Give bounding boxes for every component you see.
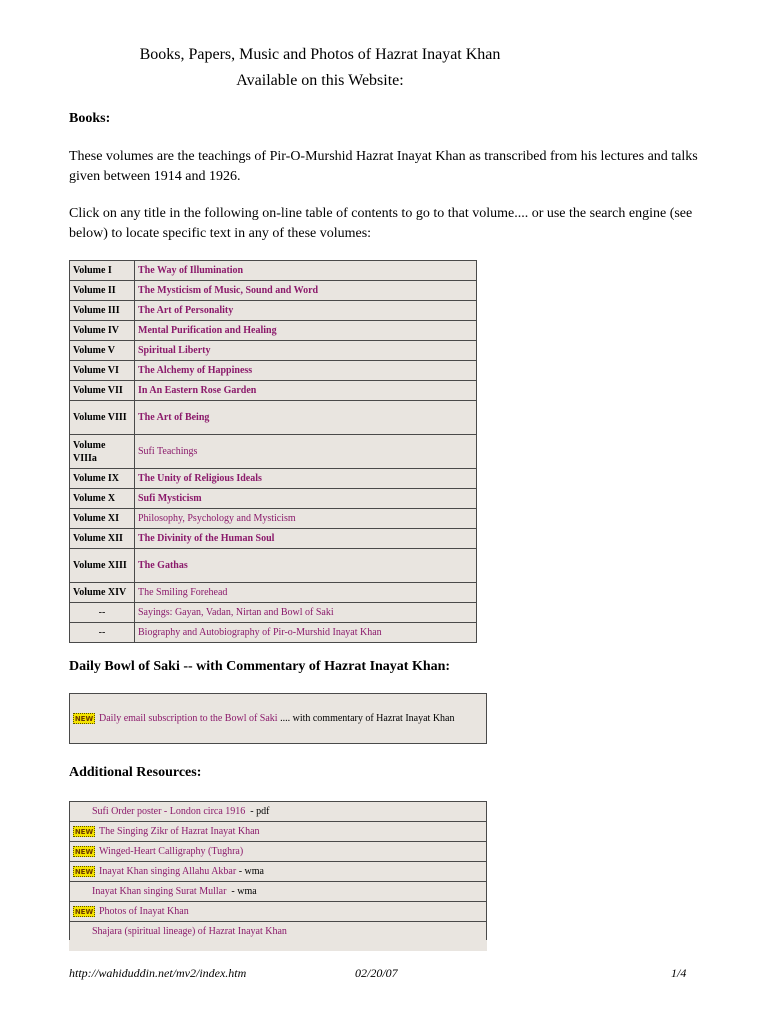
resource-link[interactable]: Sufi Order poster - London circa 1916: [92, 806, 246, 817]
bowl-heading: Daily Bowl of Saki -- with Commentary of Hazrat Inayat Khan:: [69, 659, 451, 674]
volume-number: Volume XI: [70, 509, 135, 529]
table-row: [70, 509, 477, 529]
table-row: [70, 862, 487, 882]
table-row: [70, 361, 477, 381]
resource-link[interactable]: Shajara (spiritual lineage) of Hazrat Inayat Khan: [92, 926, 287, 937]
volume-number: Volume XIII: [70, 549, 135, 583]
table-row: [70, 623, 477, 643]
table-row: [70, 603, 477, 623]
volume-link[interactable]: Philosophy, Psychology and Mysticism: [138, 513, 296, 524]
volume-number: Volume XII: [70, 529, 135, 549]
volume-link[interactable]: Sayings: Gayan, Vadan, Nirtan and Bowl of Saki: [138, 607, 334, 618]
table-row: [70, 401, 477, 435]
table-row: [70, 321, 477, 341]
page-subtitle: Available on this Website:: [236, 72, 404, 89]
volume-link[interactable]: Biography and Autobiography of Pir-o-Murshid Inayat Khan: [138, 627, 382, 638]
volume-number: Volume VIII: [70, 401, 135, 435]
books-heading: Books:: [69, 111, 111, 126]
volume-link[interactable]: The Gathas: [138, 560, 188, 571]
table-row: [70, 469, 477, 489]
table-row: [70, 301, 477, 321]
new-badge-icon: NEW: [74, 868, 94, 876]
volume-link[interactable]: The Smiling Forehead: [138, 587, 228, 598]
table-row: [70, 583, 477, 603]
volume-link[interactable]: Sufi Mysticism: [138, 493, 202, 504]
resource-link[interactable]: Inayat Khan singing Surat Mullar: [92, 886, 227, 897]
volume-link[interactable]: The Alchemy of Happiness: [138, 365, 253, 376]
volume-number: Volume IV: [70, 321, 135, 341]
volume-number: Volume VIIIa: [70, 435, 135, 469]
resource-link[interactable]: Photos of Inayat Khan: [99, 906, 189, 917]
table-row: [70, 489, 477, 509]
table-row: [70, 802, 487, 822]
new-badge-icon: NEW: [74, 828, 94, 836]
table-row: [70, 549, 477, 583]
table-row: [70, 882, 487, 902]
table-row: [70, 381, 477, 401]
footer-page-number: 1/4: [671, 966, 687, 980]
volume-link[interactable]: Spiritual Liberty: [138, 345, 211, 356]
table-row: [70, 435, 477, 469]
resource-suffix: - wma: [236, 866, 264, 877]
volume-link[interactable]: The Mysticism of Music, Sound and Word: [138, 285, 319, 296]
table-row: [70, 822, 487, 842]
volume-link[interactable]: The Way of Illumination: [138, 265, 244, 276]
resource-suffix: - wma: [226, 886, 257, 897]
books-instructions: Click on any title in the following on-line table of contents to go to that volume.... or use the search engine (see below) to locate specific text in any of these volumes:: [69, 206, 693, 241]
bowl-box: [69, 693, 487, 744]
resources-heading: Additional Resources:: [69, 765, 202, 780]
table-row: [70, 922, 487, 942]
volume-number: Volume V: [70, 341, 135, 361]
books-intro: These volumes are the teachings of Pir-O-Murshid Hazrat Inayat Khan as transcribed from his lectures and talks given between 1914 and 1926.: [69, 149, 698, 184]
volume-number: Volume VI: [70, 361, 135, 381]
new-badge-icon: NEW: [74, 908, 94, 916]
volume-link[interactable]: The Unity of Religious Ideals: [138, 473, 262, 484]
new-badge-icon: NEW: [74, 848, 94, 856]
volume-number: --: [70, 623, 135, 643]
volume-link[interactable]: In An Eastern Rose Garden: [138, 385, 257, 396]
page-title: Books, Papers, Music and Photos of Hazrat Inayat Khan: [139, 46, 501, 63]
volume-link[interactable]: Mental Purification and Healing: [138, 325, 277, 336]
table-row: [70, 281, 477, 301]
resource-link[interactable]: Winged-Heart Calligraphy (Tughra): [99, 846, 244, 857]
volume-link[interactable]: The Art of Personality: [138, 305, 234, 316]
volume-link[interactable]: The Divinity of the Human Soul: [138, 533, 275, 544]
bowl-subscription-link[interactable]: Daily email subscription to the Bowl of Saki: [99, 713, 278, 724]
resources-table: [69, 801, 487, 942]
volumes-table: [69, 260, 477, 643]
new-badge-icon: NEW: [74, 715, 94, 723]
resource-suffix: - pdf: [245, 806, 270, 817]
volume-link[interactable]: The Art of Being: [138, 412, 210, 423]
volume-number: Volume X: [70, 489, 135, 509]
volume-link[interactable]: Sufi Teachings: [138, 446, 198, 457]
footer-date: 02/20/07: [355, 966, 398, 980]
footer-url: http://wahiduddin.net/mv2/index.htm: [69, 966, 247, 980]
volume-number: Volume VII: [70, 381, 135, 401]
volume-number: Volume XIV: [70, 583, 135, 603]
volume-number: Volume I: [70, 261, 135, 281]
volume-number: Volume III: [70, 301, 135, 321]
volume-number: Volume IX: [70, 469, 135, 489]
table-row: [70, 902, 487, 922]
volume-number: Volume II: [70, 281, 135, 301]
resources-table-footer: [69, 940, 487, 951]
table-row: [70, 842, 487, 862]
resource-link[interactable]: The Singing Zikr of Hazrat Inayat Khan: [99, 826, 260, 837]
table-row: [70, 529, 477, 549]
bowl-suffix: .... with commentary of Hazrat Inayat Khan: [277, 713, 455, 724]
volume-number: --: [70, 603, 135, 623]
resource-link[interactable]: Inayat Khan singing Allahu Akbar: [99, 866, 237, 877]
table-row: [70, 261, 477, 281]
table-row: [70, 341, 477, 361]
